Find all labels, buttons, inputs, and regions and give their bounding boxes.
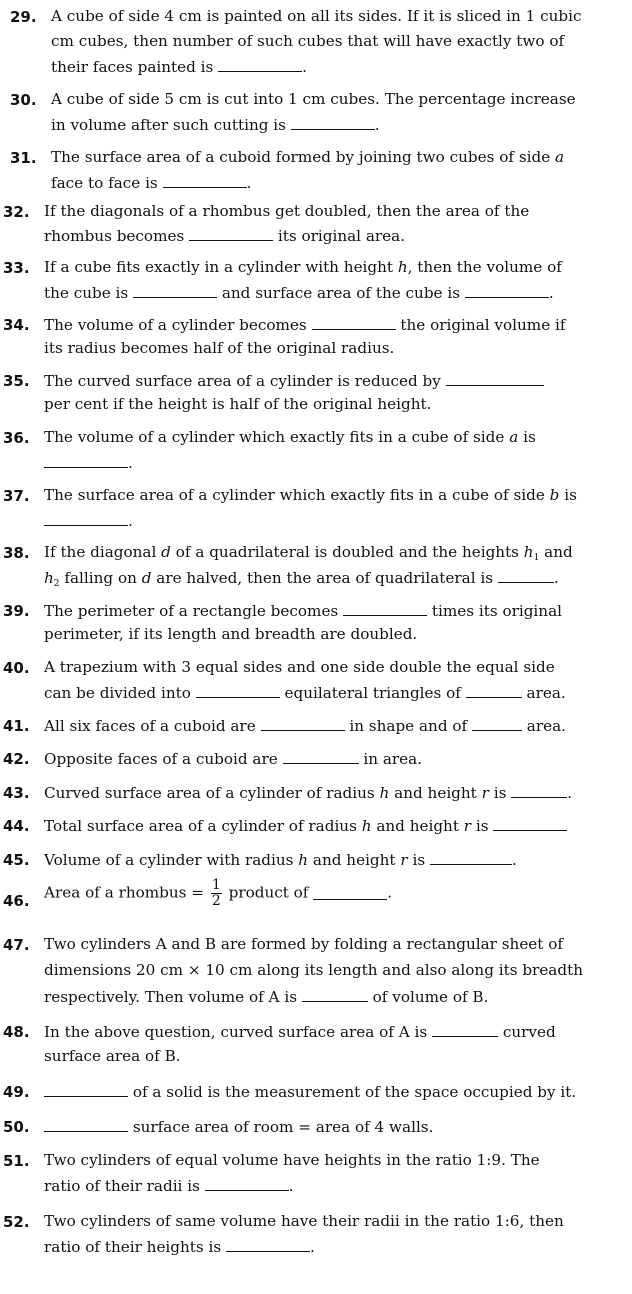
question-number: 33. — [3, 259, 30, 277]
question-number: 41. — [3, 717, 30, 735]
answer-blank[interactable] — [472, 718, 522, 731]
answer-blank[interactable] — [44, 513, 128, 526]
question-number: 46. — [3, 892, 30, 910]
answer-blank[interactable] — [430, 852, 512, 865]
answer-blank[interactable] — [343, 603, 427, 616]
answer-blank[interactable] — [283, 751, 359, 764]
question-text-line: The volume of a cylinder which exactly fits in a cube of side a is — [44, 428, 536, 446]
answer-blank[interactable] — [205, 1178, 289, 1191]
question-number: 39. — [3, 602, 30, 620]
answer-blank[interactable] — [291, 117, 375, 130]
answer-blank[interactable] — [218, 59, 302, 72]
question-text-line: The volume of a cylinder becomes the original volume if — [44, 316, 566, 334]
question-number: 50. — [3, 1118, 30, 1136]
question-number: 34. — [3, 316, 30, 334]
question-number: 49. — [3, 1083, 30, 1101]
question-number: 32. — [3, 203, 30, 221]
question-text-line: surface area of room = area of 4 walls. — [44, 1119, 433, 1135]
answer-blank[interactable] — [44, 1119, 128, 1132]
answer-blank[interactable] — [312, 317, 396, 330]
answer-blank[interactable] — [163, 175, 247, 188]
question-text-line: . — [44, 455, 133, 471]
answer-blank[interactable] — [313, 887, 387, 900]
question-text-line: A cube of side 5 cm is cut into 1 cm cubes. The percentage increase — [51, 90, 576, 108]
question-text-line: If a cube fits exactly in a cylinder with height h, then the volume of — [44, 258, 562, 276]
question-text-line: In the above question, curved surface area of A is curved — [44, 1023, 556, 1041]
question-text-line: Two cylinders A and B are formed by folding a rectangular sheet of — [44, 935, 563, 953]
answer-blank[interactable] — [196, 685, 280, 698]
question-text-line: All six faces of a cuboid are in shape and of area. — [44, 717, 566, 735]
question-text-line: face to face is . — [51, 174, 252, 192]
question-number: 35. — [3, 372, 30, 390]
question-text-line: Two cylinders of same volume have their radii in the ratio 1:6, then — [44, 1212, 564, 1230]
question-number: 38. — [3, 544, 30, 562]
question-number: 51. — [3, 1152, 30, 1170]
answer-blank[interactable] — [432, 1024, 498, 1037]
fraction-one-half: $\frac{1}{2}$ — [211, 877, 221, 909]
question-text-line: ratio of their radii is . — [44, 1177, 294, 1195]
question-text-line: The surface area of a cylinder which exactly fits in a cube of side b is — [44, 486, 577, 504]
question-text-line: Opposite faces of a cuboid are in area. — [44, 750, 423, 768]
question-number: 47. — [3, 936, 30, 954]
question-text-line: ratio of their heights is . — [44, 1238, 315, 1256]
question-text-line: surface area of B. — [44, 1047, 181, 1065]
question-number: 36. — [3, 429, 30, 447]
question-text-line: the cube is and surface area of the cube is . — [44, 284, 554, 302]
answer-blank[interactable] — [44, 1084, 128, 1097]
question-text-line: Two cylinders of equal volume have heights in the ratio 1:9. The — [44, 1151, 540, 1169]
question-text-line: A cube of side 4 cm is painted on all its sides. If it is sliced in 1 cubic — [51, 7, 582, 25]
question-text-line: per cent if the height is half of the original height. — [44, 395, 432, 413]
question-text-line: Total surface area of a cylinder of radius h and height r is — [44, 818, 567, 834]
question-text-line: If the diagonal d of a quadrilateral is doubled and the heights $h_1$ and — [44, 543, 573, 563]
question-number: 45. — [3, 851, 30, 869]
question-text-line: perimeter, if its length and breadth are doubled. — [44, 625, 418, 643]
answer-blank[interactable] — [493, 818, 567, 831]
question-text-line: of a solid is the measurement of the space occupied by it. — [44, 1084, 576, 1100]
question-number: 40. — [3, 659, 30, 677]
question-text-line: Curved surface area of a cylinder of radius h and height r is . — [44, 784, 573, 802]
question-text-line: The surface area of a cuboid formed by joining two cubes of side a — [51, 148, 565, 166]
question-text-line: dimensions 20 cm × 10 cm along its length and also along its breadth — [44, 961, 583, 979]
answer-blank[interactable] — [261, 718, 345, 731]
question-number: 29. — [10, 8, 37, 26]
question-text-line: its radius becomes half of the original radius. — [44, 339, 395, 357]
answer-blank[interactable] — [498, 570, 554, 583]
question-text-line: their faces painted is . — [51, 58, 307, 76]
question-number: 37. — [3, 487, 30, 505]
question-text-line: rhombus becomes its original area. — [44, 227, 406, 245]
question-text-line: The curved surface area of a cylinder is reduced by — [44, 373, 544, 389]
question-number: 52. — [3, 1213, 30, 1231]
answer-blank[interactable] — [302, 989, 368, 1002]
answer-blank[interactable] — [226, 1239, 310, 1252]
question-text-line: respectively. Then volume of A is of volume of B. — [44, 988, 489, 1006]
question-number: 31. — [10, 149, 37, 167]
answer-blank[interactable] — [511, 785, 567, 798]
answer-blank[interactable] — [465, 285, 549, 298]
question-number: 43. — [3, 784, 30, 802]
answer-blank[interactable] — [446, 373, 544, 386]
answer-blank[interactable] — [189, 228, 273, 241]
question-text-line: . — [44, 513, 133, 529]
question-text-line: $h_2$ falling on d are halved, then the area of quadrilateral is . — [44, 569, 559, 589]
answer-blank[interactable] — [466, 685, 522, 698]
question-text-line: If the diagonals of a rhombus get doubled, then the area of the — [44, 202, 530, 220]
question-text-line: Area of a rhombus = $\frac{1}{2}$ product of . — [44, 877, 393, 909]
question-number: 30. — [10, 91, 37, 109]
question-number: 44. — [3, 817, 30, 835]
question-number: 48. — [3, 1023, 30, 1041]
question-text-line: Volume of a cylinder with radius h and height r is . — [44, 851, 517, 869]
question-text-line: cm cubes, then number of such cubes that will have exactly two of — [51, 32, 565, 50]
answer-blank[interactable] — [44, 455, 128, 468]
question-text-line: A trapezium with 3 equal sides and one side double the equal side — [44, 658, 555, 676]
answer-blank[interactable] — [133, 285, 217, 298]
question-number: 42. — [3, 750, 30, 768]
question-text-line: The perimeter of a rectangle becomes times its original — [44, 602, 562, 620]
question-text-line: can be divided into equilateral triangles of area. — [44, 684, 566, 702]
question-text-line: in volume after such cutting is . — [51, 116, 380, 134]
